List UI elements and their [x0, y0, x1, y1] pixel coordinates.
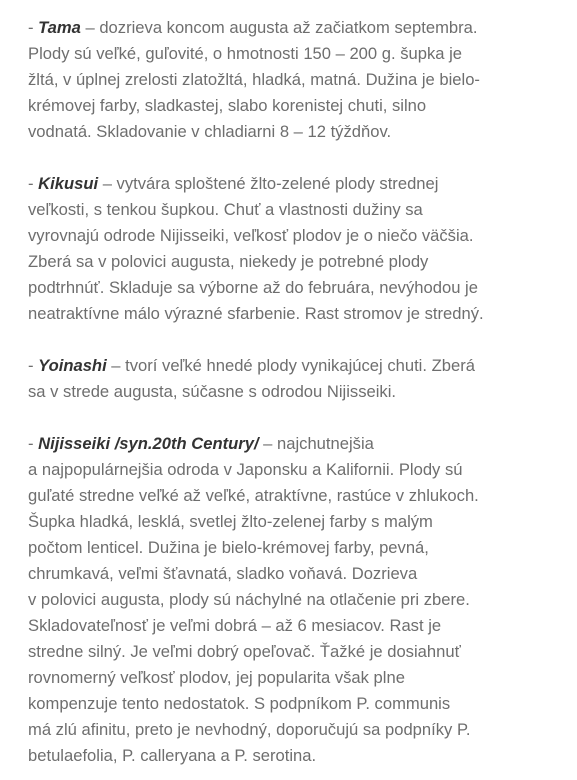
variety-name: Tama: [38, 18, 81, 37]
text-line: a najpopulárnejšia odroda v Japonsku a Kalifornii. Plody sú: [28, 460, 463, 479]
text-segment: – tvorí veľké hnedé plody vynikajúcej chuti. Zberá: [106, 356, 475, 375]
text-line: betulaefolia, P. calleryana a P. serotina.: [28, 746, 317, 765]
text-line: stredne silný. Je veľmi dobrý opeľovač. Ťažké je dosiahnuť: [28, 642, 461, 661]
variety-name: Yoinashi: [38, 356, 107, 375]
text-line: [28, 353, 558, 379]
text-line: podtrhnúť. Skladuje sa výborne až do februára, nevýhodou je: [28, 278, 478, 297]
text-line: veľkosti, s tenkou šupkou. Chuť a vlastnosti dužiny sa: [28, 200, 423, 219]
paragraph-nijisseiki: [28, 431, 558, 769]
text-segment: – vytvára sploštené žlto-zelené plody strednej: [98, 174, 439, 193]
text-line: Skladovateľnosť je veľmi dobrá – až 6 mesiacov. Rast je: [28, 616, 442, 635]
text-line: kompenzuje tento nedostatok. S podpníkom P. communis: [28, 694, 451, 713]
text-segment: – najchutnejšia: [258, 434, 374, 453]
text-line: má zlú afinitu, preto je nevhodný, doporučujú sa podpníky P.: [28, 720, 471, 739]
text-line: [28, 171, 558, 197]
text-line: guľaté stredne veľké až veľké, atraktívne, rastúce v zhlukoch.: [28, 486, 479, 505]
text-line: sa v strede augusta, súčasne s odrodou Nijisseiki.: [28, 382, 397, 401]
text-line: chrumkavá, veľmi šťavnatá, sladko voňavá. Dozrieva: [28, 564, 418, 583]
text-segment: – dozrieva koncom augusta až začiatkom septembra.: [80, 18, 478, 37]
text-line: počtom lenticel. Dužina je bielo-krémovej farby, pevná,: [28, 538, 429, 557]
text-line: [28, 15, 558, 41]
text-line: vodnatá. Skladovanie v chladiarni 8 – 12 týždňov.: [28, 122, 392, 141]
text-line: Šupka hladká, lesklá, svetlej žlto-zelenej farby s malým: [28, 512, 433, 531]
list-dash: -: [28, 18, 39, 37]
article-body: [28, 15, 558, 769]
text-line: Plody sú veľké, guľovité, o hmotnosti 150 – 200 g. šupka je: [28, 44, 463, 63]
text-line: neatraktívne málo výrazné sfarbenie. Rast stromov je stredný.: [28, 304, 484, 323]
text-line: vyrovnajú odrode Nijisseiki, veľkosť plodov je o niečo väčšia.: [28, 226, 474, 245]
variety-name: Nijisseiki /syn.20th Century/: [38, 434, 259, 453]
text-line: [28, 431, 558, 457]
paragraph-yoinashi: [28, 353, 558, 405]
text-line: rovnomerný veľkosť plodov, jej popularita však plne: [28, 668, 405, 687]
list-dash: -: [28, 174, 39, 193]
paragraph-tama: [28, 15, 558, 145]
paragraph-kikusui: [28, 171, 558, 327]
text-line: žltá, v úplnej zrelosti zlatožltá, hladká, matná. Dužina je bielo-: [28, 70, 480, 89]
list-dash: -: [28, 434, 39, 453]
text-line: Zberá sa v polovici augusta, niekedy je potrebné plody: [28, 252, 429, 271]
variety-name: Kikusui: [38, 174, 99, 193]
text-line: v polovici augusta, plody sú náchylné na otlačenie pri zbere.: [28, 590, 470, 609]
text-line: krémovej farby, sladkastej, slabo korenistej chuti, silno: [28, 96, 427, 115]
list-dash: -: [28, 356, 39, 375]
